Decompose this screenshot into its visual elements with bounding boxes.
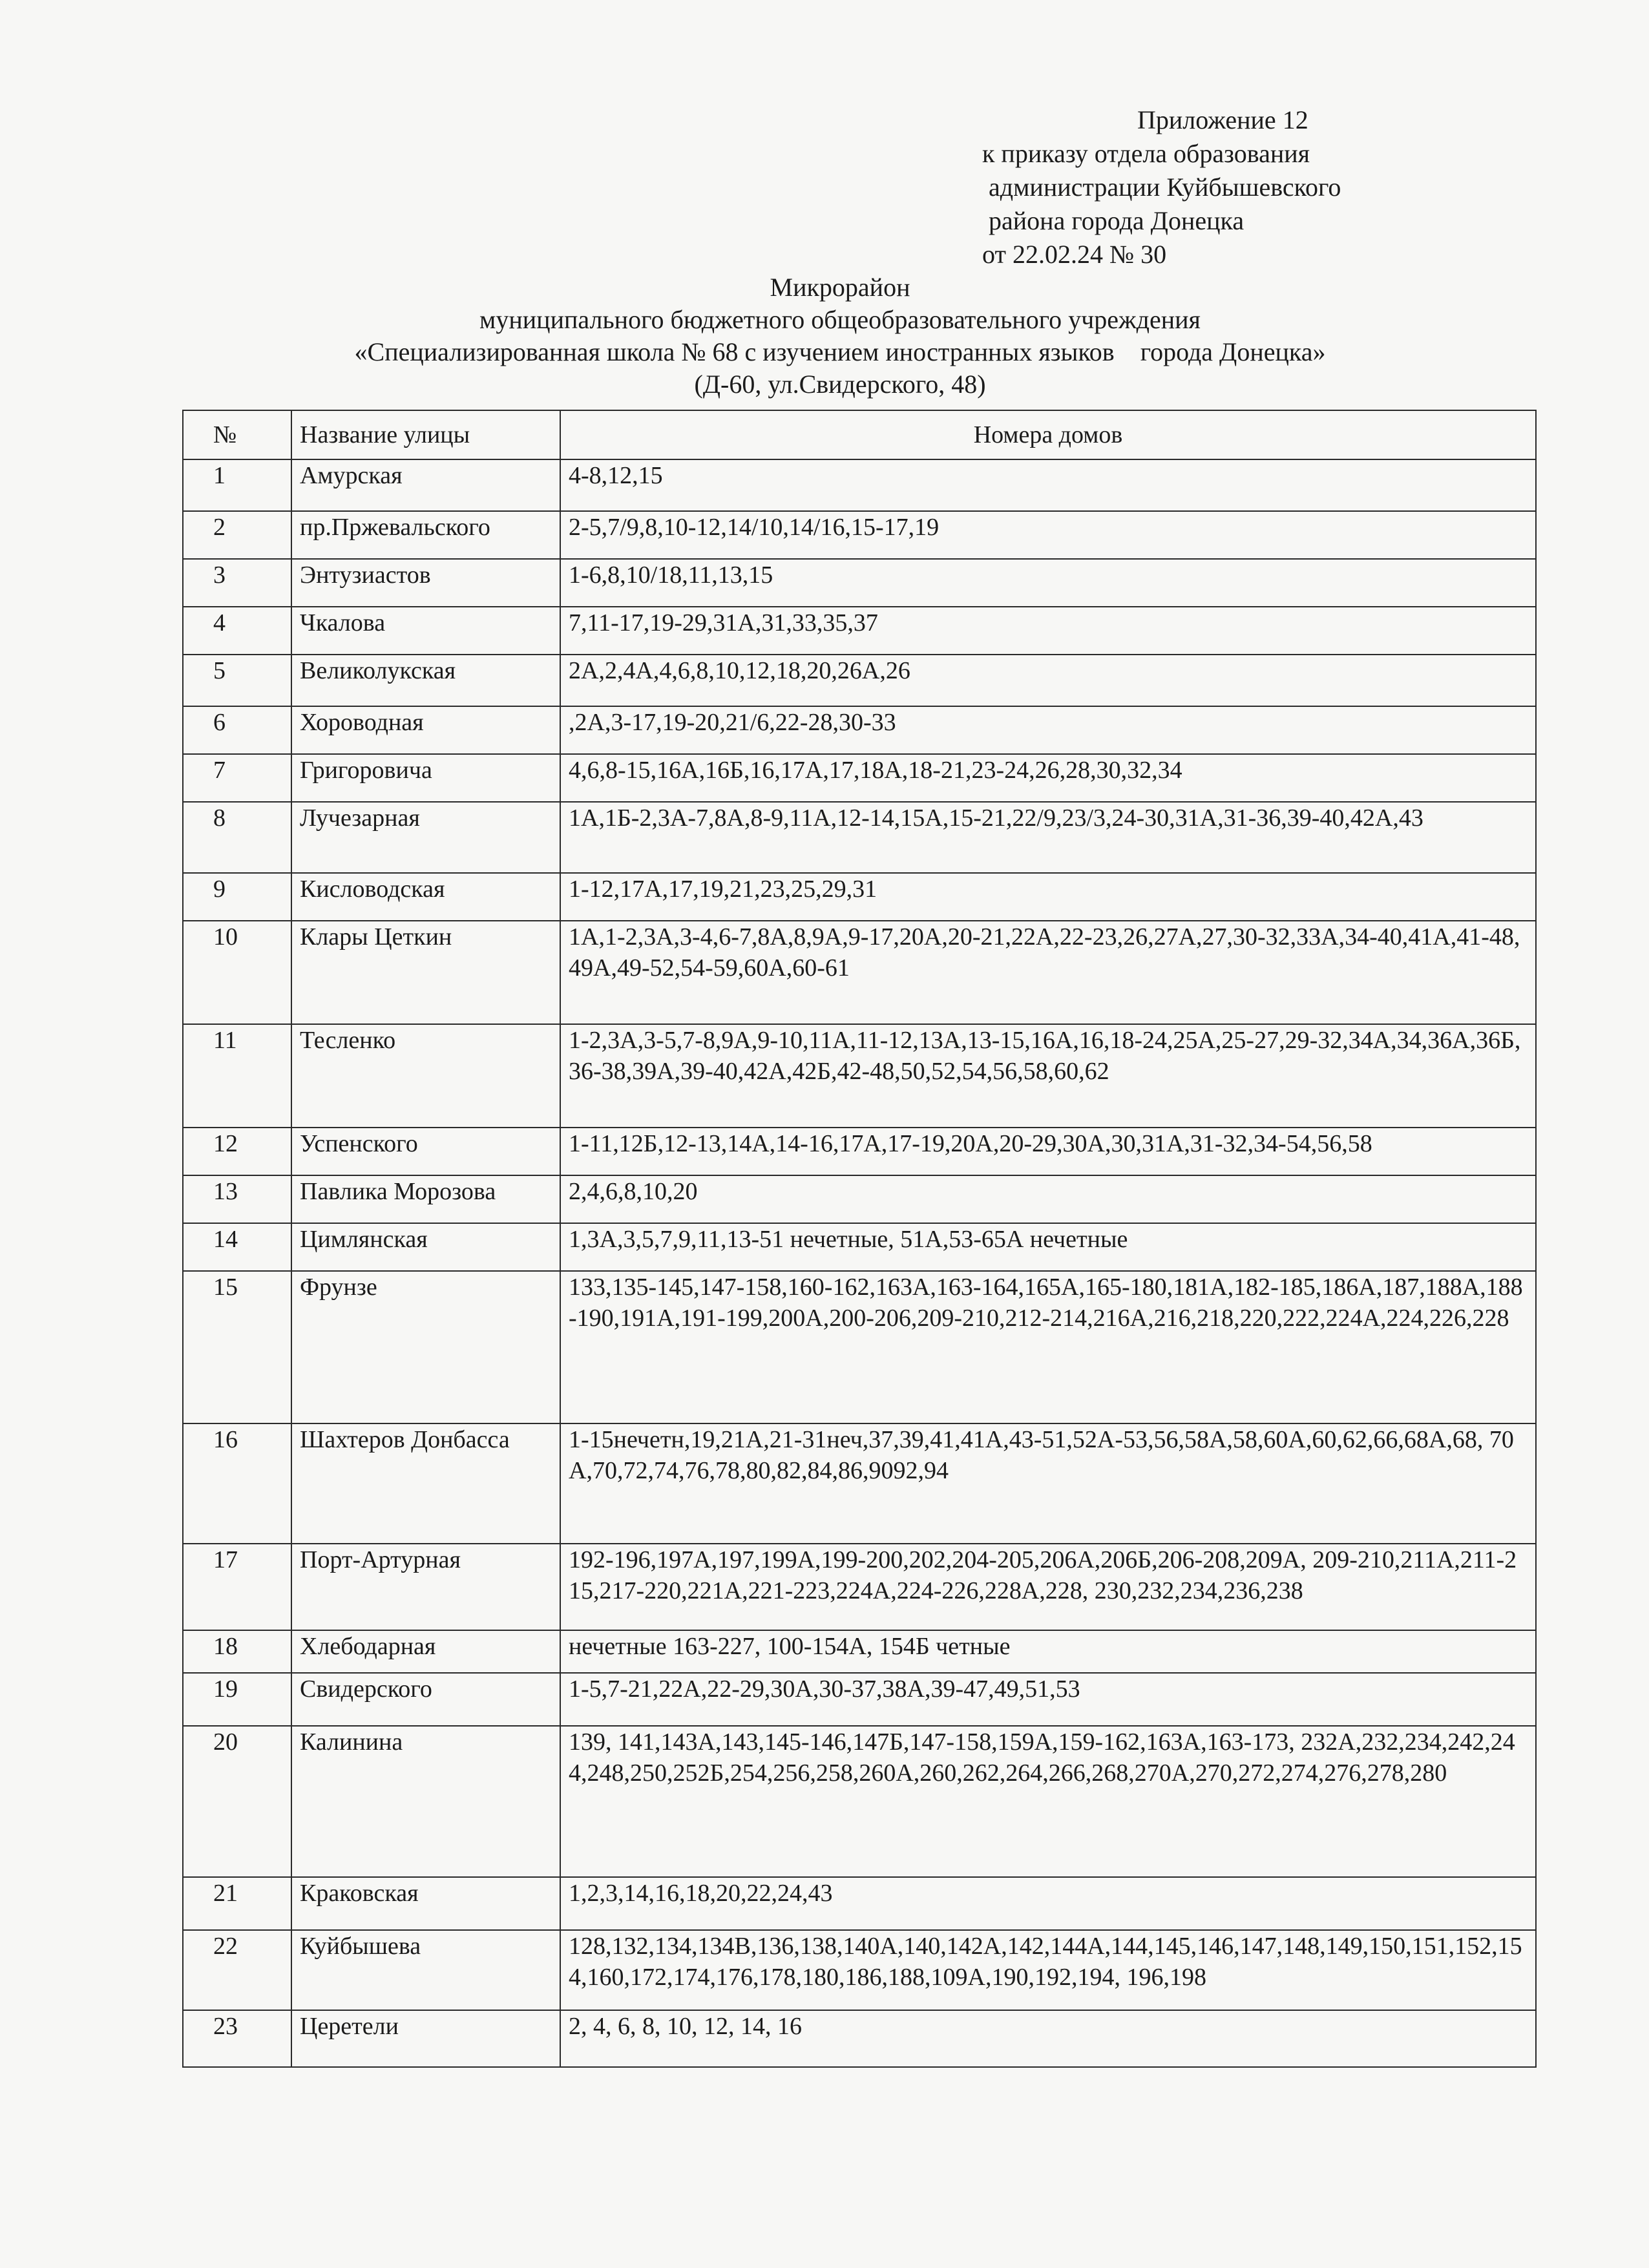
row-houses: 1,2,3,14,16,18,20,22,24,43 <box>560 1877 1536 1930</box>
row-street: Павлика Морозова <box>291 1175 560 1223</box>
row-street: Куйбышева <box>291 1930 560 2010</box>
row-houses: 1-11,12Б,12-13,14А,14-16,17А,17-19,20А,20-29,30А,30,31А,31-32,34-54,56,58 <box>560 1128 1536 1175</box>
row-houses: 192-196,197А,197,199А,199-200,202,204-205,206А,206Б,206-208,209А, 209-210,211А,211-215,217-220,221А,221-223,224А,224-226,228А,228, 230,232,234,236,238 <box>560 1544 1536 1630</box>
row-houses: ,2А,3-17,19-20,21/6,22-28,30-33 <box>560 706 1536 754</box>
row-number: 20 <box>183 1726 291 1877</box>
row-houses: 4-8,12,15 <box>560 459 1536 511</box>
row-street: Хлебодарная <box>291 1630 560 1673</box>
row-number: 15 <box>183 1271 291 1423</box>
appendix-number: Приложение 12 <box>1137 105 1308 134</box>
row-street: Лучезарная <box>291 802 560 873</box>
appendix-administration: администрации Куйбышевского <box>989 173 1341 202</box>
row-houses: 4,6,8-15,16А,16Б,16,17А,17,18А,18-21,23-24,26,28,30,32,34 <box>560 754 1536 802</box>
row-street: Энтузиастов <box>291 559 560 607</box>
table-row <box>183 459 1536 511</box>
row-houses: 2А,2,4А,4,6,8,10,12,18,20,26А,26 <box>560 655 1536 706</box>
row-houses: 7,11-17,19-29,31А,31,33,35,37 <box>560 607 1536 655</box>
row-number: 16 <box>183 1423 291 1544</box>
table-row <box>183 1128 1536 1175</box>
row-houses: 1-2,3А,3-5,7-8,9А,9-10,11А,11-12,13А,13-15,16А,16,18-24,25А,25-27,29-32,34А,34,36А,36Б,36-38,39А,39-40,42А,42Б,42-48,50,52,54,56,58,60,62 <box>560 1024 1536 1128</box>
row-houses: 1-15нечетн,19,21А,21-31неч,37,39,41,41А,43-51,52А-53,56,58А,58,60А,60,62,66,68А,68, 70А,70,72,74,76,78,80,82,84,86,9092,94 <box>560 1423 1536 1544</box>
row-street: Великолукская <box>291 655 560 706</box>
table-row <box>183 607 1536 655</box>
row-number: 2 <box>183 511 291 559</box>
table-row <box>183 1630 1536 1673</box>
table-row <box>183 873 1536 921</box>
row-houses: 1А,1-2,3А,3-4,6-7,8А,8,9А,9-17,20А,20-21,22А,22-23,26,27А,27,30-32,33А,34-40,41А,41-48,49А,49-52,54-59,60А,60-61 <box>560 921 1536 1024</box>
table-row <box>183 706 1536 754</box>
table-row <box>183 511 1536 559</box>
row-street: Калинина <box>291 1726 560 1877</box>
row-number: 11 <box>183 1024 291 1128</box>
row-number: 3 <box>183 559 291 607</box>
title-line-1: Микрорайон <box>770 273 910 302</box>
row-number: 1 <box>183 459 291 511</box>
table-row <box>183 1223 1536 1271</box>
row-number: 21 <box>183 1877 291 1930</box>
row-street: Церетели <box>291 2010 560 2067</box>
table-row <box>183 559 1536 607</box>
row-number: 14 <box>183 1223 291 1271</box>
table-row <box>183 1726 1536 1877</box>
row-houses: 139, 141,143А,143,145-146,147Б,147-158,159А,159-162,163А,163-173, 232А,232,234,242,244,248,250,252Б,254,256,258,260А,260,262,264,266,268,270А,270,272,274,276,278,280 <box>560 1726 1536 1877</box>
row-houses: 128,132,134,134В,136,138,140А,140,142А,142,144А,144,145,146,147,148,149,150,151,152,154,160,172,174,176,178,180,186,188,109А,190,192,194, 196,198 <box>560 1930 1536 2010</box>
table-row <box>183 1271 1536 1423</box>
row-number: 22 <box>183 1930 291 2010</box>
table-row <box>183 1877 1536 1930</box>
row-houses: 1-5,7-21,22А,22-29,30А,30-37,38А,39-47,49,51,53 <box>560 1673 1536 1726</box>
row-street: Фрунзе <box>291 1271 560 1423</box>
row-number: 6 <box>183 706 291 754</box>
row-street: Кисловодская <box>291 873 560 921</box>
row-street: Амурская <box>291 459 560 511</box>
row-street: пр.Пржевальского <box>291 511 560 559</box>
row-houses: 133,135-145,147-158,160-162,163А,163-164,165А,165-180,181А,182-185,186А,187,188А,188-190,191А,191-199,200А,200-206,209-210,212-214,216А,216,218,220,222,224А,224,226,228 <box>560 1271 1536 1423</box>
title-line-4: (Д-60, ул.Свидерского, 48) <box>694 370 986 399</box>
row-street: Успенского <box>291 1128 560 1175</box>
row-number: 4 <box>183 607 291 655</box>
table-row <box>183 655 1536 706</box>
row-number: 10 <box>183 921 291 1024</box>
table-row <box>183 2010 1536 2067</box>
row-houses: 1-12,17А,17,19,21,23,25,29,31 <box>560 873 1536 921</box>
title-line-3: «Специализированная школа № 68 с изучением иностранных языков города Донецка» <box>354 337 1326 366</box>
row-houses: 1А,1Б-2,3А-7,8А,8-9,11А,12-14,15А,15-21,22/9,23/3,24-30,31А,31-36,39-40,42А,43 <box>560 802 1536 873</box>
table-row <box>183 1175 1536 1223</box>
row-number: 17 <box>183 1544 291 1630</box>
row-number: 12 <box>183 1128 291 1175</box>
table-row <box>183 802 1536 873</box>
appendix-header <box>982 103 1341 271</box>
header-houses: Номера домов <box>560 410 1536 459</box>
row-street: Шахтеров Донбасса <box>291 1423 560 1544</box>
document-title <box>129 271 1551 401</box>
row-houses: 2-5,7/9,8,10-12,14/10,14/16,15-17,19 <box>560 511 1536 559</box>
row-houses: нечетные 163-227, 100-154А, 154Б четные <box>560 1630 1536 1673</box>
header-number: № <box>183 410 291 459</box>
table-row <box>183 1930 1536 2010</box>
row-street: Чкалова <box>291 607 560 655</box>
appendix-to-order: к приказу отдела образования <box>982 139 1310 168</box>
row-street: Григоровича <box>291 754 560 802</box>
row-street: Цимлянская <box>291 1223 560 1271</box>
row-houses: 2,4,6,8,10,20 <box>560 1175 1536 1223</box>
table-row <box>183 1544 1536 1630</box>
streets-table <box>182 410 1537 2068</box>
row-number: 9 <box>183 873 291 921</box>
table-header-row <box>183 410 1536 459</box>
row-number: 5 <box>183 655 291 706</box>
row-street: Хороводная <box>291 706 560 754</box>
appendix-date: от 22.02.24 № 30 <box>982 240 1167 269</box>
appendix-district: района города Донецка <box>989 206 1245 235</box>
row-number: 13 <box>183 1175 291 1223</box>
row-street: Тесленко <box>291 1024 560 1128</box>
row-houses: 1,3А,3,5,7,9,11,13-51 нечетные, 51А,53-65А нечетные <box>560 1223 1536 1271</box>
table-row <box>183 1423 1536 1544</box>
row-street: Клары Цеткин <box>291 921 560 1024</box>
row-number: 7 <box>183 754 291 802</box>
title-line-2: муниципального бюджетного общеобразовательного учреждения <box>479 305 1201 334</box>
table-row <box>183 754 1536 802</box>
row-number: 8 <box>183 802 291 873</box>
row-number: 23 <box>183 2010 291 2067</box>
row-number: 18 <box>183 1630 291 1673</box>
row-houses: 1-6,8,10/18,11,13,15 <box>560 559 1536 607</box>
header-street: Название улицы <box>291 410 560 459</box>
row-houses: 2, 4, 6, 8, 10, 12, 14, 16 <box>560 2010 1536 2067</box>
table-row <box>183 1024 1536 1128</box>
row-street: Порт-Артурная <box>291 1544 560 1630</box>
row-street: Свидерского <box>291 1673 560 1726</box>
row-number: 19 <box>183 1673 291 1726</box>
table-row <box>183 1673 1536 1726</box>
table-row <box>183 921 1536 1024</box>
row-street: Краковская <box>291 1877 560 1930</box>
